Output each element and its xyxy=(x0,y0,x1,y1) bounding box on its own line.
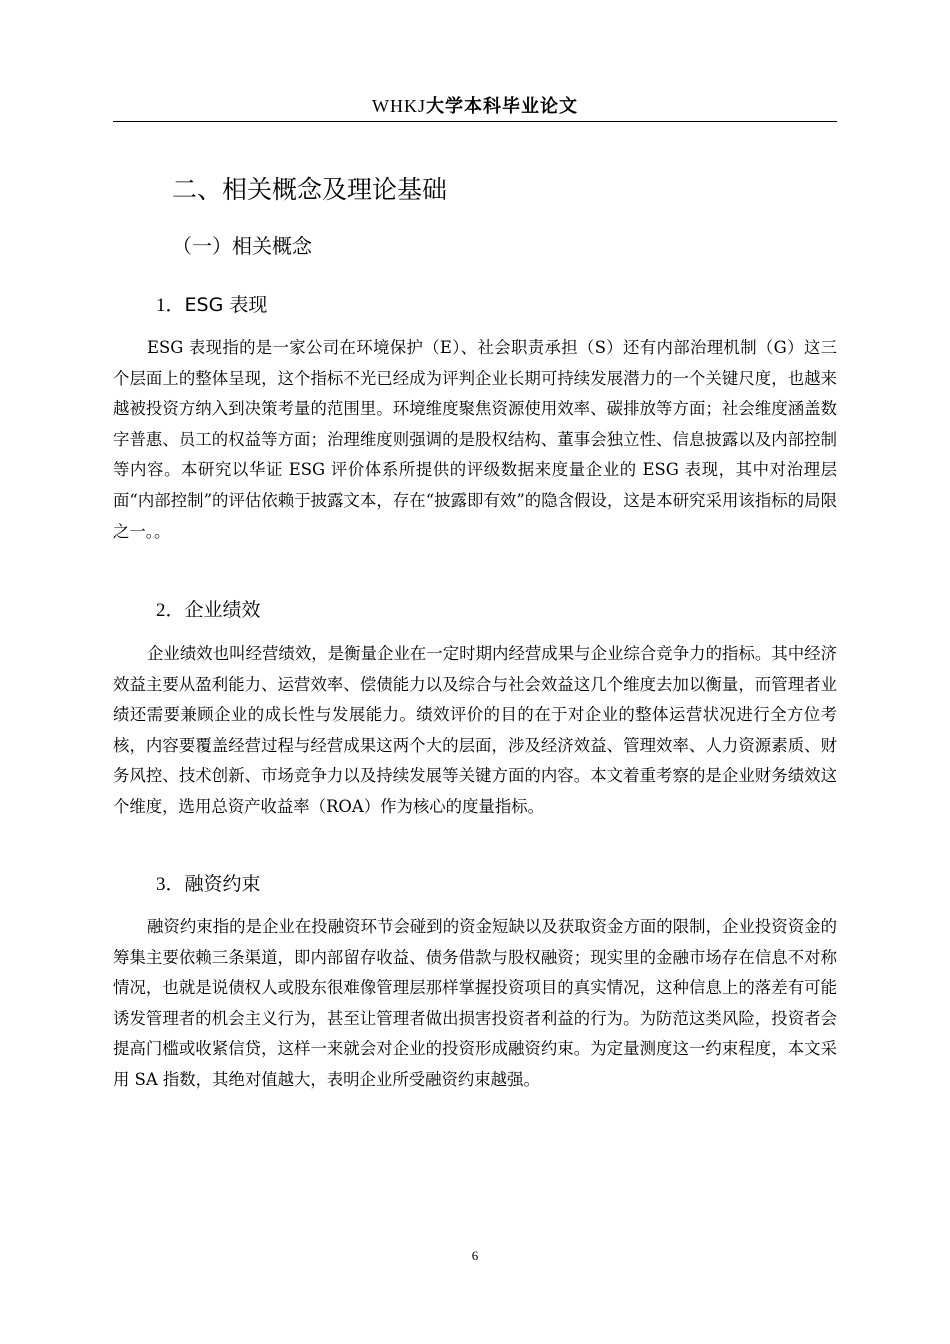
header-rule xyxy=(113,121,837,122)
paragraph-esg-performance: ESG 表现指的是一家公司在环境保护（E）、社会职责承担（S）还有内部治理机制（G）这三个层面上的整体呈现，这个指标不光已经成为评判企业长期可持续发展潜力的一个关键尺度，也越来越被投资方纳入到决策考量的范围里。环境维度聚焦资源使用效率、碳排放等方面；社会维度涵盖数字普惠、员工的权益等方面；治理维度则强调的是股权结构、董事会独立性、信息披露以及内部控制等内容。本研究以华证 ESG 评价体系所提供的评级数据来度量企业的 ESG 表现，其中对治理层面“内部控制”的评估依赖于披露文本，存在“披露即有效”的隐含假设，这是本研究采用该指标的局限之一。。 xyxy=(113,338,837,541)
header-latin-text: WHKJ xyxy=(372,96,426,116)
header-title-text: 大学本科毕业论文 xyxy=(426,96,578,117)
item-title-financing-constraints xyxy=(156,868,261,901)
item-number: 1． xyxy=(156,295,185,316)
item-number: 2． xyxy=(156,600,185,621)
running-header xyxy=(113,92,837,121)
item-number: 3． xyxy=(156,874,185,895)
item-title-text: 企业绩效 xyxy=(184,599,261,621)
item-title-text: 融资约束 xyxy=(184,873,261,895)
section-title: 二、相关概念及理论基础 xyxy=(172,175,448,204)
subsection-title: （一）相关概念 xyxy=(172,234,312,258)
page-number: 6 xyxy=(471,1248,479,1263)
paragraph-corporate-performance: 企业绩效也叫经营绩效，是衡量企业在一定时期内经营成果与企业综合竞争力的指标。其中经济效益主要从盈利能力、运营效率、偿债能力以及综合与社会效益这几个维度去加以衡量，而管理者业绩还需要兼顾企业的成长性与发展能力。绩效评价的目的在于对企业的整体运营状况进行全方位考核，内容要覆盖经营过程与经营成果这两个大的层面，涉及经济效益、管理效率、人力资源素质、财务风控、技术创新、市场竞争力以及持续发展等关键方面的内容。本文着重考察的是企业财务绩效这个维度，选用总资产收益率（ROA）作为核心的度量指标。 xyxy=(113,644,837,816)
item-title-text: ESG 表现 xyxy=(184,294,268,316)
item-title-esg-performance xyxy=(156,289,267,322)
item-title-corporate-performance xyxy=(156,594,261,627)
paragraph-financing-constraints: 融资约束指的是企业在投融资环节会碰到的资金短缺以及获取资金方面的限制，企业投资资金的筹集主要依赖三条渠道，即内部留存收益、债务借款与股权融资；现实里的金融市场存在信息不对称情况，也就是说债权人或股东很难像管理层那样掌握投资项目的真实情况，这种信息上的落差有可能诱发管理者的机会主义行为，甚至让管理者做出损害投资者利益的行为。为防范这类风险，投资者会提高门槛或收紧信贷，这样一来就会对企业的投资形成融资约束。为定量测度这一约束程度，本文采用 SA 指数，其绝对值越大，表明企业所受融资约束越强。 xyxy=(113,917,837,1089)
